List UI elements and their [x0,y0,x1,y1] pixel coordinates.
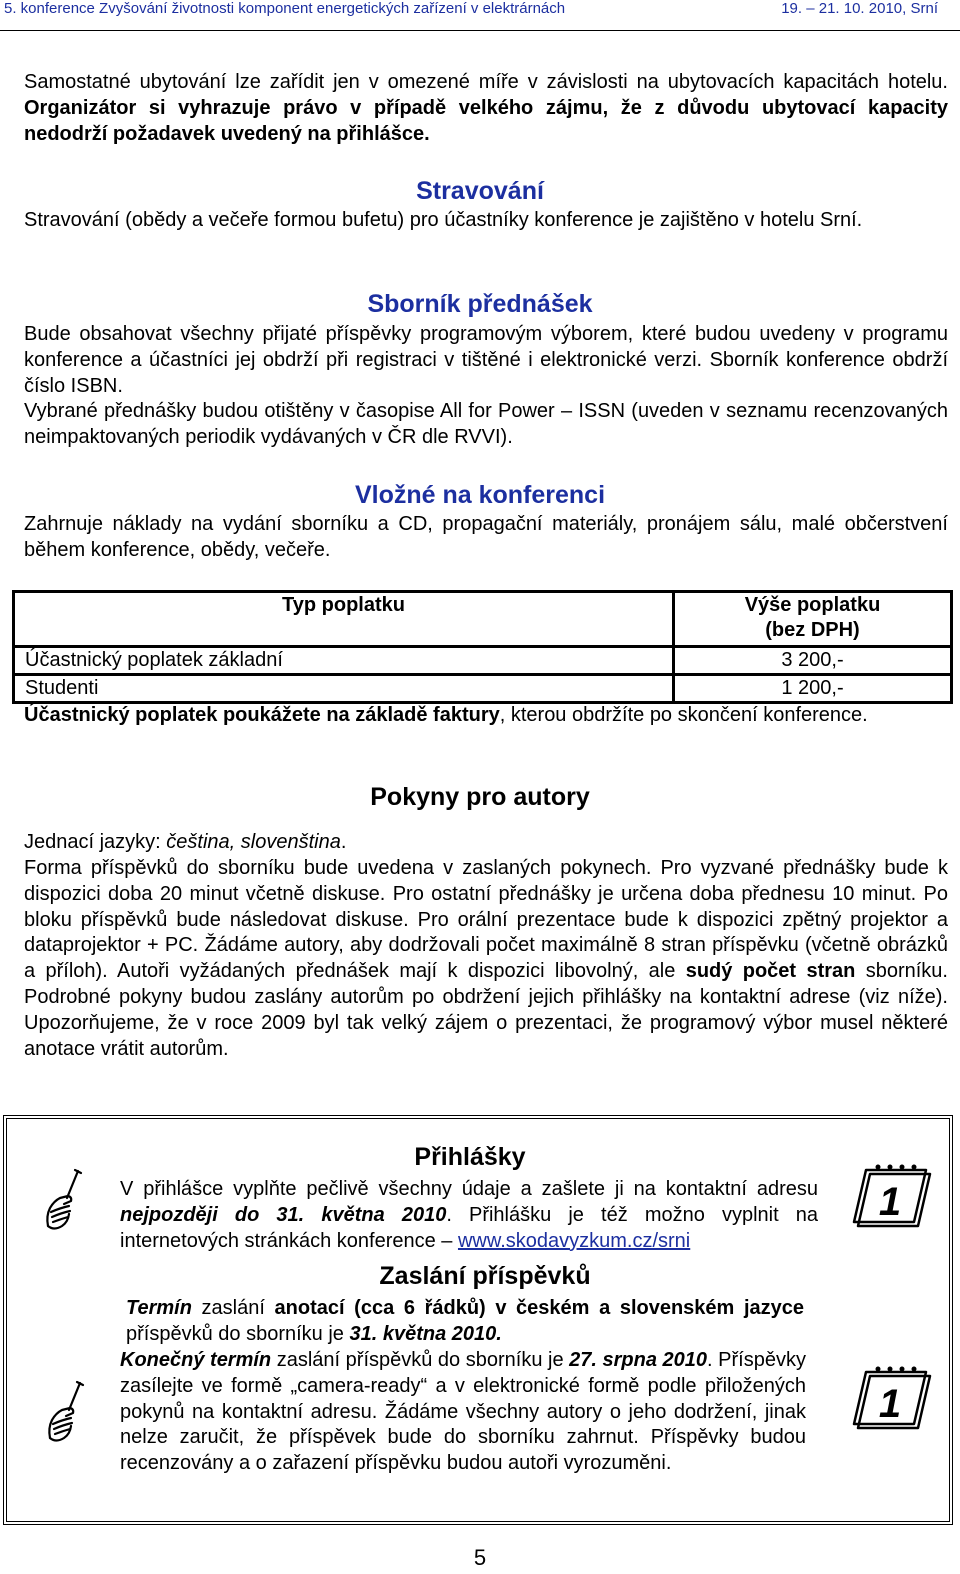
table-row [14,647,952,675]
section-title-prihlasky: Přihlášky [414,1143,526,1171]
fees-table [12,590,953,704]
fee-type: Účastnický poplatek základní [14,647,674,675]
writing-hand-icon [42,1168,90,1234]
pokyny-languages: Jednací jazyky: čeština, slovenština. [24,831,347,853]
sbornik-paragraph-1: Bude obsahovat všechny přijaté příspěvky programovým výborem, které budou uvedeny v programu konference a účastníci jej obdrží při registraci v tištěné i elektronické verzi. Sborník konference obdrží číslo ISBN. [24,323,948,397]
header-conference-title: 5. konference Zvyšování životnosti komponent energetických zařízení v elektrárnách [4,0,566,17]
calendar-1-icon [852,1362,932,1430]
sbornik-paragraph-2: Vybrané přednášky budou otištěny v časopise All for Power – ISSN (uveden v seznamu recenzovaných neimpaktovaných periodik vydávaných v ČR dle RVVI). [24,400,948,448]
calendar-1-icon [852,1160,932,1228]
accommodation-paragraph: Samostatné ubytování lze zařídit jen v omezené míře v závislosti na ubytovacích kapacitách hotelu. Organizátor si vyhrazuje právo v případě velkého zájmu, že z důvodu ubytovací kapacity nedodrží požadavek uvedený na přihlášce. [24,71,948,145]
vlozne-text: Zahrnuje náklady na vydání sborníku a CD, propagační materiály, pronájem sálu, malé občerstvení během konference, obědy, večeře. [24,513,948,561]
fee-amount: 1 200,- [674,675,952,703]
fees-note: Účastnický poplatek poukážete na základě faktury, kterou obdržíte po skončení konference. [24,704,868,726]
fee-type: Studenti [14,675,674,703]
fees-table-header [14,592,952,647]
section-title-stravovani: Stravování [416,177,544,205]
zaslani-annotation-deadline: Termín zaslání anotací (cca 6 řádků) v českém a slovenském jazyce příspěvků do sborníku je 31. května 2010. [126,1297,804,1345]
conference-website-link[interactable]: www.skodavyzkum.cz/srni [457,1229,691,1252]
zaslani-final-deadline: Konečný termín zaslání příspěvků do sborníku je 27. srpna 2010. Příspěvky zasílejte ve formě „camera-ready“ a v elektronické formě podle přiložených pokynů na kontaktní adresu. Žádáme všechny autory o jeho dodržení, jinak nelze zaručit, že příspěvek bude do sborníku zahrnut. Příspěvky budou recenzovány a o zařazení příspěvku budou autoři vyrozuměni. [120,1349,806,1475]
page-number: 5 [473,1545,487,1570]
svg-text:1: 1 [878,1382,902,1426]
stravovani-text: Stravování (obědy a večeře formou bufetu) pro účastníky konference je zajištěno v hotelu Srní. [24,209,863,231]
writing-hand-icon [44,1380,92,1446]
fee-amount: 3 200,- [674,647,952,675]
table-row [14,675,952,703]
section-title-vlozne: Vložné na konferenci [354,481,606,509]
section-title-sbornik: Sborník přednášek [367,290,593,318]
fees-header-type: Typ poplatku [14,592,674,647]
page-header [0,0,960,31]
section-title-pokyny: Pokyny pro autory [370,783,590,811]
section-title-zaslani: Zaslání příspěvků [379,1262,591,1290]
prihlasky-text: V přihlášce vyplňte pečlivě všechny údaje a zašlete ji na kontaktní adresu nejpozději do 31. května 2010. Přihlášku je též možno vyplnit na internetových stránkách konference – www.skodavyzkum.cz/srni [120,1178,819,1252]
pokyny-paragraph: Forma příspěvků do sborníku bude uvedena v zaslaných pokynech. Pro vyzvané přednášky bude k dispozici doba 20 minut včetně diskuse. Pro ostatní přednášky je určena doba přednesu 10 minut. Po bloku příspěvků bude následovat diskuse. Pro orální prezentace bude k dispozici zpětný projektor a dataprojektor + PC. Žádáme autory, aby dodržovali počet maximálně 8 stran příspěvku (včetně obrázků a příloh). Autoři vyžádaných přednášek mají k dispozici libovolný, ale sudý počet stran sborníku. Podrobné pokyny budou zaslány autorům po obdržení jejich přihlášky na kontaktní adrese (viz níže). Upozorňujeme, že v roce 2009 byl tak velký zájem o prezentaci, že programový výbor musel některé anotace vrátit autorům. [24,857,948,1060]
fees-header-amount: Výše poplatku (bez DPH) [674,592,952,647]
header-date-place: 19. – 21. 10. 2010, Srní [781,0,938,17]
svg-text:1: 1 [878,1180,902,1224]
